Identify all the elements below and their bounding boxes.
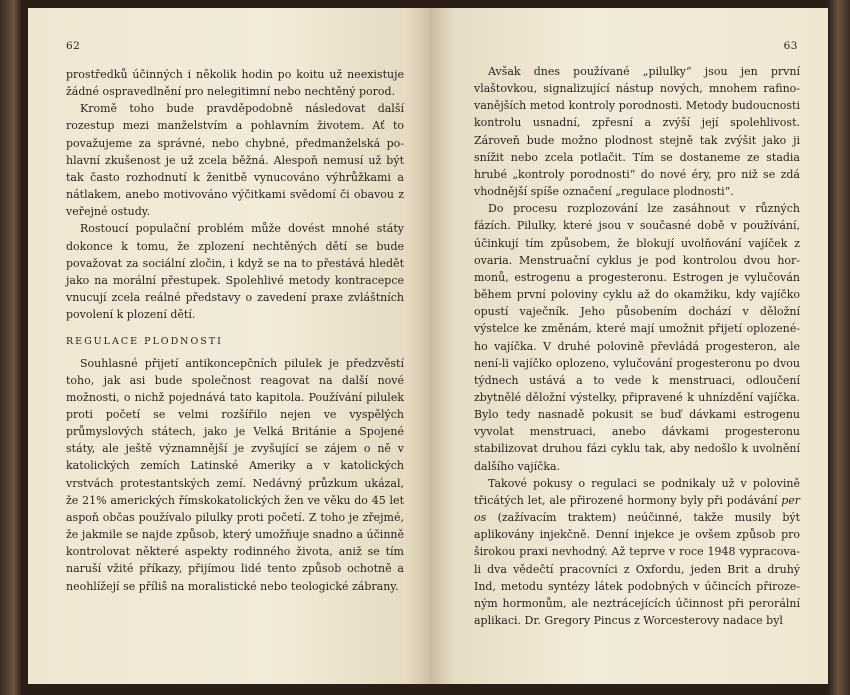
italic-term: per os [474,493,800,525]
paragraph: Avšak dnes používané „pilulky“ jsou jen první vlaštovkou, signalizující nástup nových, mnohem rafinovanějších metod kontroly porodnosti. Metody budoucnosti kontrolu usnadní, zpřesní a zvýší její spolehlivost. Zároveň bude možno plodnost stejně tak zvýšit jako ji snížit nebo zcela potlačit. Tím se dostaneme ze stadia hrubé „kontroly porodnosti“ do nové éry, pro niž se zdá vhodnější spíše označení „regulace plodnosti“. [474,65,800,199]
left-page-text [66,66,404,595]
page-number-left: 62 [66,40,81,52]
paragraph [474,475,800,629]
paragraph: Kromě toho bude pravděpodobně následovat další rozestup mezi manželstvím a pohlavním životem. Ať to považujeme za správné, nebo chybné, předmanželská pohlavní zkušenost je už zcela běžná. Alespoň nemusí už být tak často rozhodnutí k ženitbě vynucováno výhrůžkami a nátlakem, anebo motivováno výčitkami svědomí či obavou z veřejné ostudy. [66,102,404,219]
paragraph: prostředků účinných i několik hodin po koitu už neexistuje žádné ospravedlnění pro nelegitimní nebo nechtěný porod. [66,68,404,99]
paragraph: Souhlasné přijetí antikoncepčních pilulek je předzvěstí toho, jak asi bude společnost reagovat na další nové možnosti, o nichž pojednává tato kapitola. Používání pilulek proti početí se velmi rozšířilo nejen ve vyspělých průmyslových státech, jako je Velká Británie a Spojené státy, ale ještě významnější je zvyšující se zájem o ně v katolických zemích Latinské Ameriky a v katolických vrstvách protestantských zemí. Nedávný průzkum ukázal, že 21% amerických římskokatolických žen ve věku do 45 let aspoň občas používalo pilulky proti početí. Z toho je zřejmé, že jakmile se najde způsob, který umožňuje snadno a účinně kontrolovat některé aspekty rodinného života, aniž se tím naruší vžité příkazy, přijímou lidé tento způsob ochotně a neohlížejí se příliš na moralistické nebo teologické zábrany. [66,356,404,593]
page-number-right: 63 [783,40,798,52]
section-heading: REGULACE PLODNOSTI [66,336,223,348]
paragraph-part: (zažívacím traktem) neúčinné, takže musily být aplikovány injekčně. Denní injekce je ovšem způsob pro širokou praxi nevhodný. Až teprve v roce 1948 vypracovali dva vědečtí pracovníci z Oxfordu, jeden Brit a druhý Ind, metodu syntézy látek podobných v účincích přirozeným hormonům, ale neztrácejících účinnost při perorální aplikaci. Dr. Gregory Pincus z Worcesterovy nadace byl [474,511,800,627]
paragraph-part: Takové pokusy o regulaci se podnikaly už v polovině třicátých let, ale přirozené hormony byly při podávání [474,476,800,507]
paragraph: Do procesu rozplozování lze zasáhnout v různých fázích. Pilulky, které jsou v současné době v používání, účinkují tím způsobem, že blokují uvolňování vajíček z ovaria. Menstruační cyklus je pod kontrolou dvou hormonů, estrogenu a progesteronu. Estrogen je vylučován během první poloviny cyklu až do okamžiku, kdy vajíčko opustí vaječník. Jeho působením dochází v děložní výstelce ke změnám, které mají umožnit přijetí oplozeného vajíčka. V druhé polovině převládá progesteron, ale není-li vajíčko oplozeno, vylučování progesteronu po dvou týdnech ustává a to vede k menstruaci, odloučení zbytnělé děložní výstelky, připravené k uhnízdění vajíčka. Bylo tedy nasnadě pokusit se buď dávkami estrogenu vyvolat menstruaci, anebo dávkami progesteronu stabilizovat druhou fázi cyklu tak, aby nedošlo k uvolnění dalšího vajíčka. [474,202,800,473]
left-page [28,8,430,684]
paragraph: Rostoucí populační problém může dovést mnohé státy dokonce k tomu, že zplození nechtěných dětí se bude považovat za sociální zločin, i když se na to přestává hledět jako na morální přestupek. Spolehlivé metody kontracepce vnucují zcela reálné představy o zavedení praxe zvláštních povolení k plození dětí. [66,222,404,322]
right-page-text [474,63,800,629]
right-page [430,8,828,684]
